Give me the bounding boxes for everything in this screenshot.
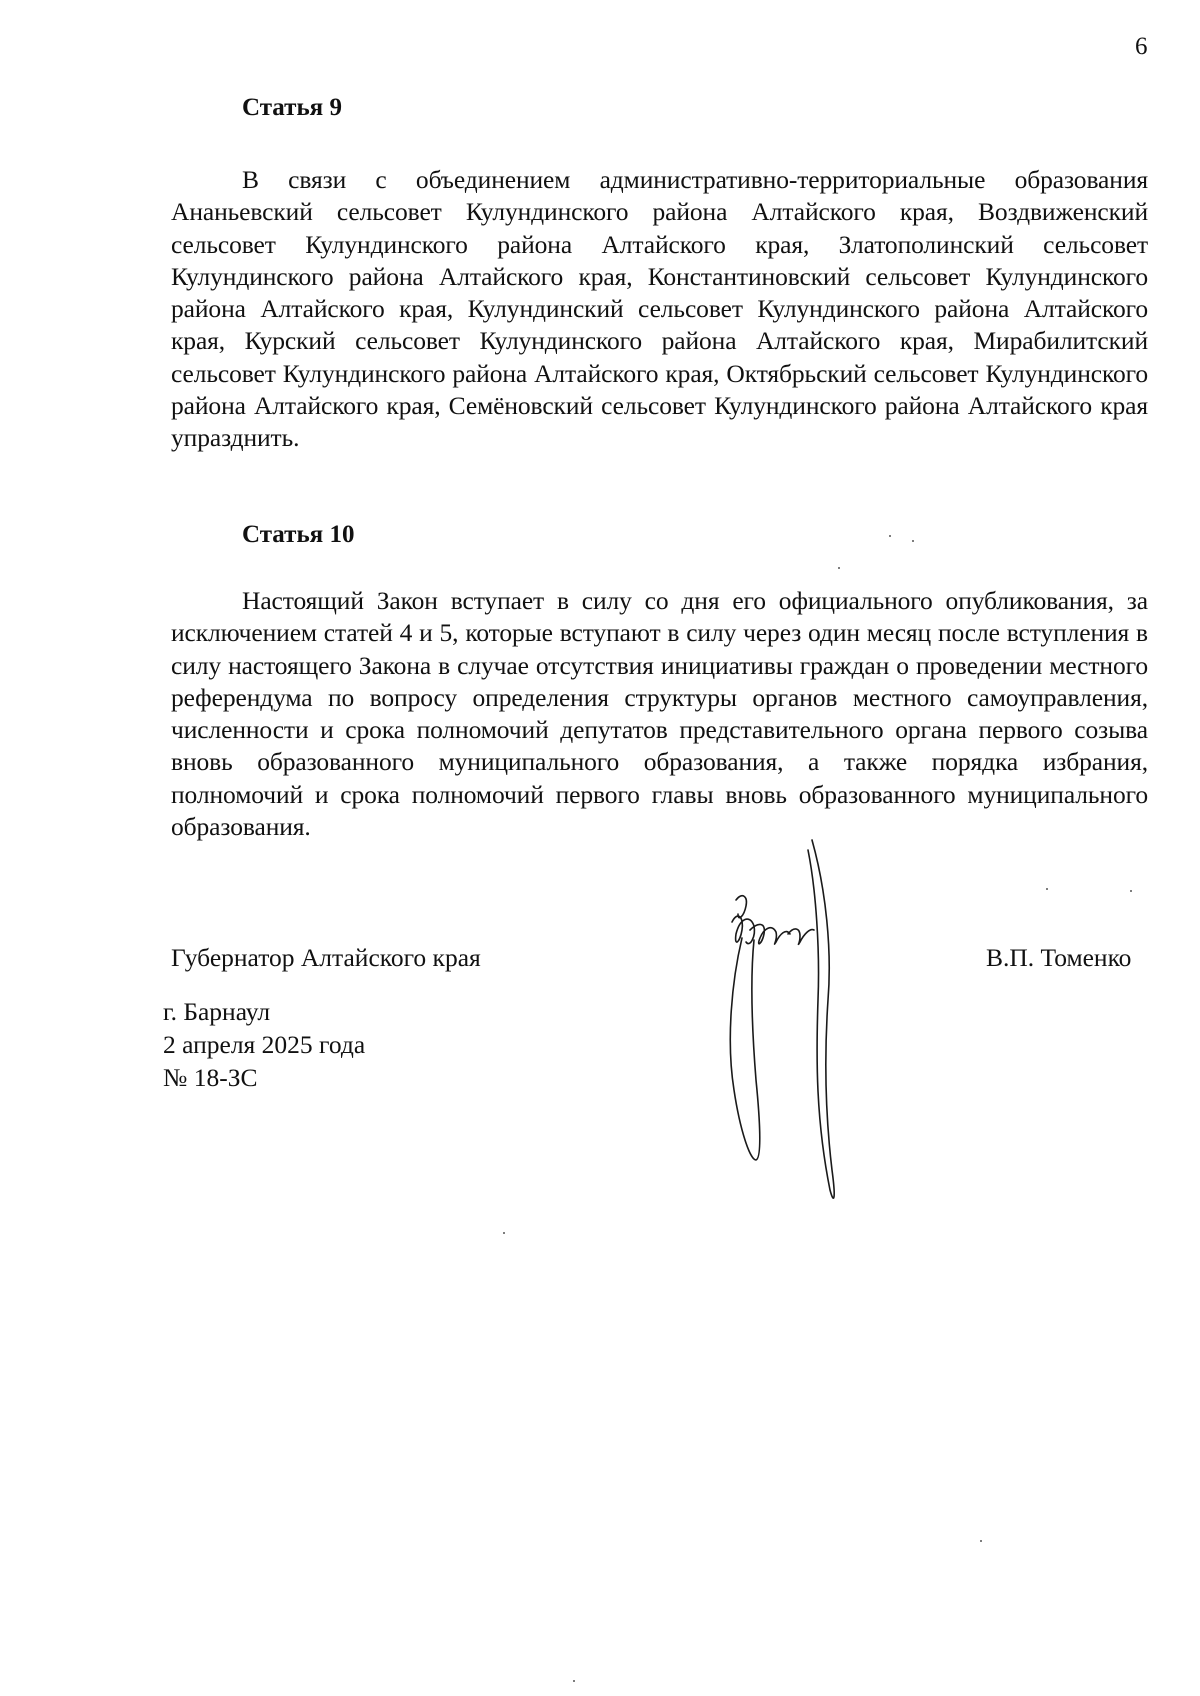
scan-speck [838, 567, 840, 569]
signer-position: Губернатор Алтайского края [171, 943, 481, 972]
article-10-text: Настоящий Закон вступает в силу со дня его официального опубликования, за исключением статей 4 и 5, которые вступают в силу через один месяц после вступления в силу настоящего Закона в случае отсутствия инициативы граждан о проведении местного референдума по вопросу определения структуры органов местного самоуправления, численности и срока полномочий депутатов представительного органа первого созыва вновь образованного муниципального образования, а также порядка избрания, полномочий и срока полномочий первого главы вновь образованного муниципального образования. [171, 586, 1148, 842]
scan-speck [573, 1680, 575, 1682]
page-number: 6 [1135, 33, 1148, 60]
article-9-title: Статья 9 [242, 94, 342, 121]
place-and-date-block [163, 995, 365, 1094]
handwritten-signature [720, 830, 890, 1220]
signing-date: 2 апреля 2025 года [163, 1030, 366, 1059]
scan-speck [503, 1232, 505, 1234]
scan-speck [1046, 888, 1048, 890]
signer-name: В.П. Томенко [986, 943, 1132, 972]
city: г. Барнаул [163, 997, 271, 1026]
scan-speck [912, 540, 914, 542]
article-9-text: В связи с объединением административно-территориальные образования Ананьевский сельсовет Кулундинского района Алтайского края, Воздвиженский сельсовет Кулундинского района Алтайского края, Златополинский сельсовет Кулундинского района Алтайского края, Константиновский сельсовет Кулундинского района Алтайского края, Кулундинский сельсовет Кулундинского района Алтайского края, Курский сельсовет Кулундинского района Алтайского края, Мирабилитский сельсовет Кулундинского района Алтайского края, Октябрьский сельсовет Кулундинского района Алтайского края, Семёновский сельсовет Кулундинского района Алтайского края упразднить. [171, 165, 1148, 453]
scan-speck [889, 535, 891, 537]
scan-speck [1130, 890, 1132, 892]
scan-speck [980, 1540, 982, 1542]
law-number: № 18-ЗС [163, 1063, 258, 1092]
article-10-title: Статья 10 [242, 521, 355, 548]
